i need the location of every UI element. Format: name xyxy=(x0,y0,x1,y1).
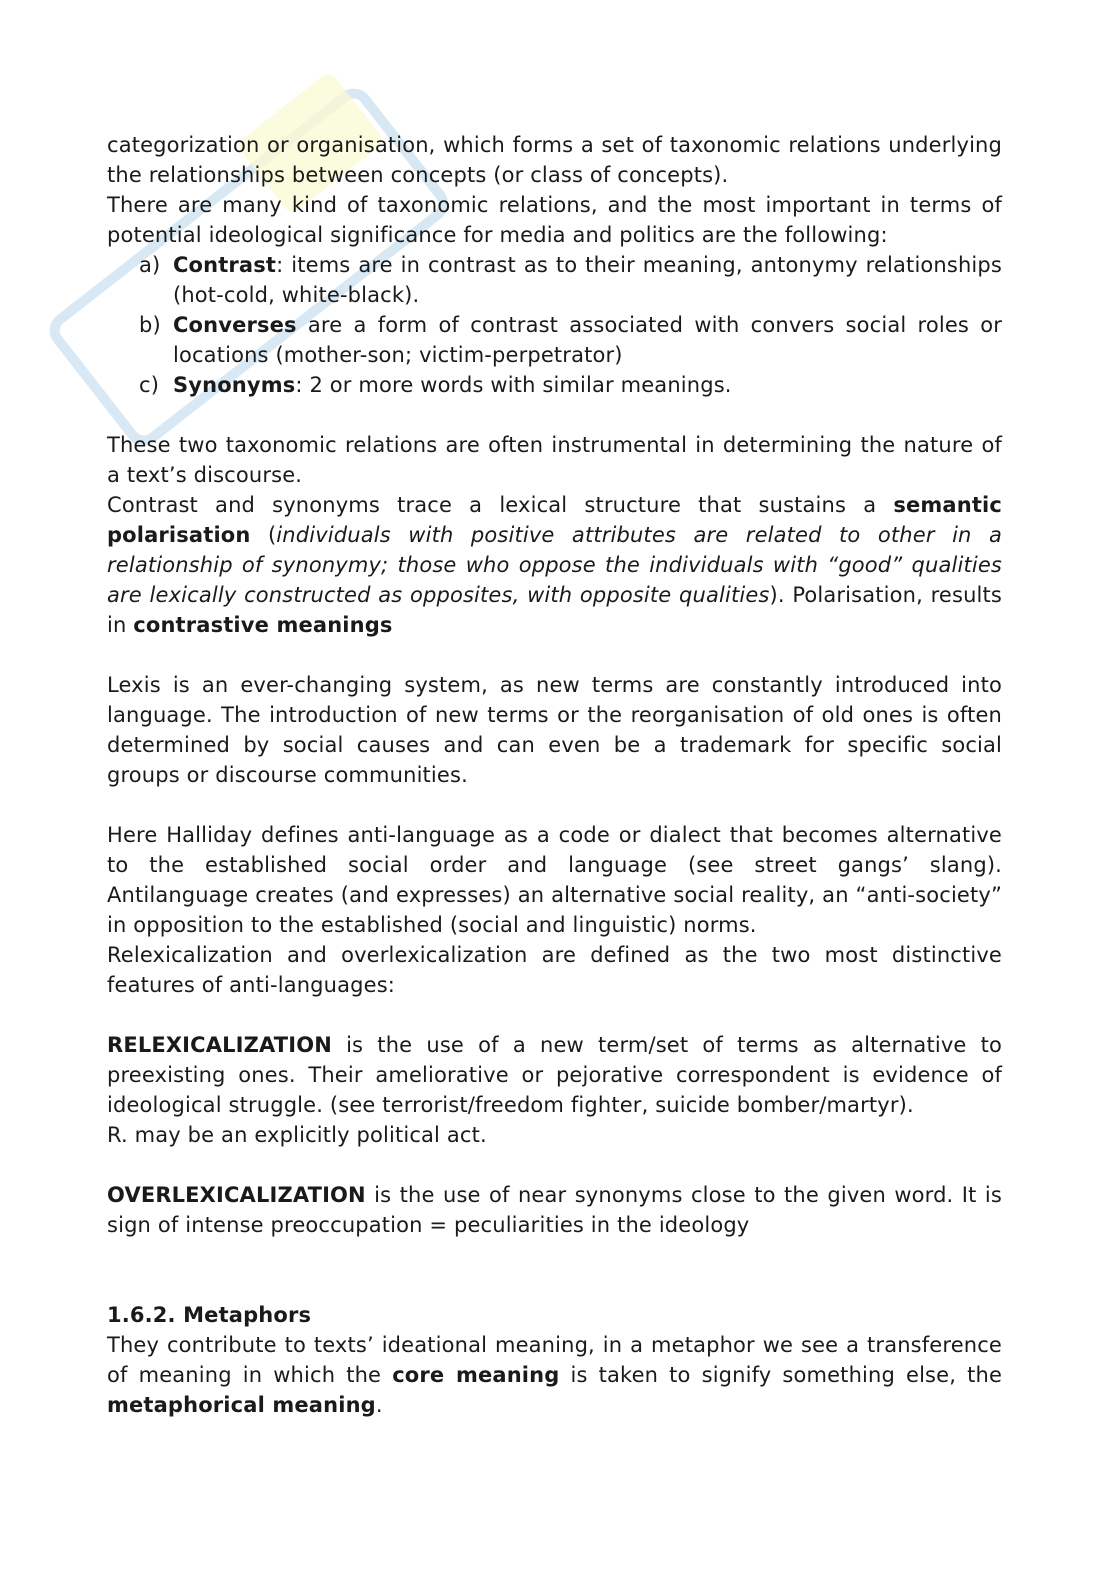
text-run: ). Polarisation, results in xyxy=(107,583,1002,637)
paragraph-political-act: R. may be an explicitly political act. xyxy=(107,1123,487,1147)
term-metaphorical-meaning: metaphorical meaning xyxy=(107,1393,376,1417)
list-item-text: : 2 or more words with similar meanings. xyxy=(295,373,732,397)
document-page xyxy=(107,130,1002,1420)
taxonomic-relations-list xyxy=(107,250,1002,400)
paragraph-taxonomic-relations: There are many kind of taxonomic relations, and the most important in terms of potential ideological significance for media and politics are the following: xyxy=(107,193,1002,247)
term-core-meaning: core meaning xyxy=(392,1363,560,1387)
text-run: ( xyxy=(250,523,277,547)
term-synonyms: Synonyms xyxy=(173,373,296,397)
text-run: . xyxy=(375,1393,383,1417)
term-converses: Converses xyxy=(173,313,297,337)
text-run: Contrast and synonyms trace a lexical structure that sustains a xyxy=(107,493,894,517)
paragraph-instrumental: These two taxonomic relations are often instrumental in determining the nature of a text’s discourse. xyxy=(107,433,1002,487)
list-item-converses xyxy=(107,310,1002,370)
text-run: is the use of near synonyms close to the given word. It is sign of intense preoccupation = peculiarities in the ideology xyxy=(107,1183,1002,1237)
list-marker: c) xyxy=(139,373,160,397)
paragraph-anti-languages: Relexicalization and overlexicalization are defined as the two most distinctive features of anti-languages: xyxy=(107,943,1002,997)
paragraph-relexicalization xyxy=(107,1030,1002,1120)
text-run: They contribute to texts’ ideational meaning, in a metaphor we see a transference of meaning in which the xyxy=(107,1333,1002,1387)
polarisation-explanation: individuals with positive attributes are related to other in a relationship of synonymy; those who oppose the individuals with “good” qualities are lexically constructed as opposites, with opposite qualities xyxy=(107,523,1003,607)
list-marker: b) xyxy=(139,313,161,337)
list-item-text: : items are in contrast as to their meaning, antonymy relationships (hot-cold, white-black). xyxy=(173,253,1002,307)
term-contrastive-meanings: contrastive meanings xyxy=(133,613,393,637)
term-overlexicalization: OVERLEXICALIZATION xyxy=(107,1183,366,1207)
paragraph-categorization: categorization or organisation, which forms a set of taxonomic relations underlying the relationships between concepts (or class of concepts). xyxy=(107,133,1002,187)
text-run: is taken to signify something else, the xyxy=(559,1363,1003,1387)
paragraph-polarisation xyxy=(107,490,1002,640)
term-semantic-polarisation: semantic polarisation xyxy=(107,493,1002,547)
list-marker: a) xyxy=(139,253,161,277)
term-contrast: Contrast xyxy=(173,253,277,277)
term-relexicalization: RELEXICALIZATION xyxy=(107,1033,332,1057)
paragraph-halliday: Here Halliday defines anti-language as a code or dialect that becomes alternative to the established social order and language (see street gangs’ slang). Antilanguage creates (and expresses) an alternative social reality, an “anti-society” in opposition to the established (social and linguistic) norms. xyxy=(107,823,1002,937)
list-item-text: are a form of contrast associated with convers social roles or locations (mother-son; victim-perpetrator) xyxy=(173,313,1002,367)
paragraph-lexis: Lexis is an ever-changing system, as new terms are constantly introduced into language. The introduction of new terms or the reorganisation of old ones is often determined by social causes and can even be a trademark for specific social groups or discourse communities. xyxy=(107,673,1002,787)
list-item-contrast xyxy=(107,250,1002,310)
paragraph-overlexicalization xyxy=(107,1180,1002,1240)
paragraph-metaphors xyxy=(107,1330,1002,1420)
text-run: is the use of a new term/set of terms as alternative to preexisting ones. Their ameliorative or pejorative correspondent is evidence of ideological struggle. (see terrorist/freedom fighter, suicide bomber/martyr). xyxy=(107,1033,1002,1117)
list-item-synonyms xyxy=(107,370,1002,400)
section-heading-metaphors: 1.6.2. Metaphors xyxy=(107,1303,312,1327)
